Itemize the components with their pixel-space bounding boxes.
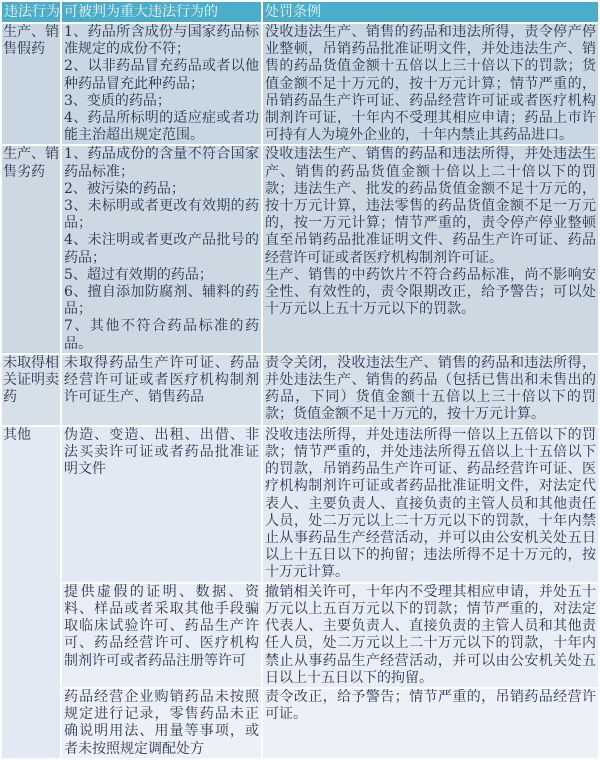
criteria-cell [62, 146, 261, 352]
criteria-item: 3、变质的药品； [64, 92, 171, 109]
criteria-item: 1、药品所含成份与国家药品标准规定的成份不符； [64, 24, 259, 58]
table-row-inferior-drugs [2, 146, 598, 352]
table-row-other-1 [2, 427, 598, 582]
behavior-cell: 生产、销售劣药 [2, 146, 60, 352]
criteria-item: 5、超过有效期的药品； [64, 266, 213, 283]
col-header-violation: 违法行为 [4, 4, 60, 20]
criteria-item: 2、以非药品冒充药品或者以他种药品冒充此种药品； [64, 58, 259, 92]
criteria-item: 7、其他不符合药品标准的药品。 [64, 318, 259, 352]
penalty-cell [263, 146, 598, 352]
criteria-cell [62, 24, 261, 144]
behavior-cell: 生产、销售假药 [2, 24, 60, 144]
table-row-no-license [2, 355, 598, 425]
col-header-penalty: 处罚条例 [263, 2, 598, 22]
behavior-cell: 其他 [2, 427, 60, 758]
criteria-item: 1、药品成份的含量不符合国家药品标准； [64, 146, 259, 180]
criteria-item: 3、未标明或者更改有效期的药品； [64, 198, 259, 232]
criteria-cell: 未取得药品生产许可证、药品经营许可证或者医疗机构制剂许可证生产、销售药品 [62, 355, 261, 425]
criteria-cell: 提供虚假的证明、数据、资料、样品或者采取其他手段骗取临床试验许可、药品生产许可、药品经营许可、医疗机构制剂许可或者药品注册等许可 [62, 584, 261, 687]
col-header-criteria: 可被判为重大违法行为的 [62, 2, 261, 22]
criteria-item: 4、药品所标明的适应症或者功能主治超出规定范围。 [64, 110, 259, 144]
penalty-paragraph: 生产、销售的中药饮片不符合药品标准，尚不影响安全性、有效性的，责令限期改正，给予警告；可以处十万元以上五十万元以下的罚款。 [265, 266, 596, 318]
behavior-cell: 未取得相关证明卖药 [2, 355, 60, 425]
criteria-item: 2、被污染的药品； [64, 180, 185, 197]
criteria-cell: 药品经营企业购销药品未按照规定进行记录，零售药品未正确说明用法、用量等事项，或者未按照规定调配处方 [64, 688, 259, 757]
table-row-other-3 [2, 689, 598, 758]
criteria-item: 4、未注明或者更改产品批号的药品； [64, 232, 259, 266]
criteria-item: 6、擅自添加防腐剂、辅料的药品； [64, 284, 259, 318]
penalty-cell: 责令关闭，没收违法生产、销售的药品和违法所得，并处违法生产、销售的药品（包括已售出和未售出的药品，下同）货值金额十五倍以上三十倍以下的罚款；货值金额不足十万元的，按十万元计算。 [263, 355, 598, 425]
penalty-cell: 没收违法生产、销售的药品和违法所得，责令停产停业整顿，吊销药品批准证明文件，并处违法生产、销售的药品货值金额十五倍以上三十倍以下的罚款；货值金额不足十万元的，按十万元计算；情节严重的，吊销药品生产许可证、药品经营许可证或者医疗机构制剂许可证，十年内不受理其相应申请；药品上市许可持有人为境外企业的，十年内禁止其药品进口。 [265, 24, 596, 144]
table-row-fake-drugs [2, 24, 598, 144]
penalty-cell: 责令改正，给予警告；情节严重的，吊销药品经营许可证。 [263, 689, 598, 758]
header-row [2, 2, 598, 22]
penalty-cell: 撤销相关许可，十年内不受理其相应申请，并处五十万元以上五百万元以下的罚款；情节严重的，对法定代表人、主要负责人、直接负责的主管人员和其他责任人员，处二万元以上二十万元以下的罚款，十年内禁止从事药品生产经营活动，并可以由公安机关处五日以上十五日以下的拘留。 [265, 583, 596, 686]
penalty-paragraph: 没收违法生产、销售的药品和违法所得，并处违法生产、销售的药品货值金额十倍以上二十倍以下的罚款；违法生产、批发的药品货值金额不足十万元的，按十万元计算，违法零售的药品货值金额不足一万元的，按一万元计算；情节严重的，责令停产停业整顿直至吊销药品批准证明文件、药品生产许可证、药品经营许可证或者医疗机构制剂许可证。 [265, 146, 596, 266]
criteria-cell: 伪造、变造、出租、出借、非法买卖许可证或者药品批准证明文件 [62, 427, 261, 582]
table-row-other-2 [2, 584, 598, 687]
penalty-cell: 没收违法所得，并处违法所得一倍以上五倍以下的罚款；情节严重的，并处违法所得五倍以上十五倍以下的罚款，吊销药品生产许可证、药品经营许可证、医疗机构制剂许可证或者药品批准证明文件，对法定代表人、主要负责人、直接负责的主管人员和其他责任人员，处二万元以上二十万元以下的罚款，十年内禁止从事药品生产经营活动，并可以由公安机关处五日以上十五日以下的拘留；违法所得不足十万元的，按十万元计算。 [265, 426, 596, 581]
